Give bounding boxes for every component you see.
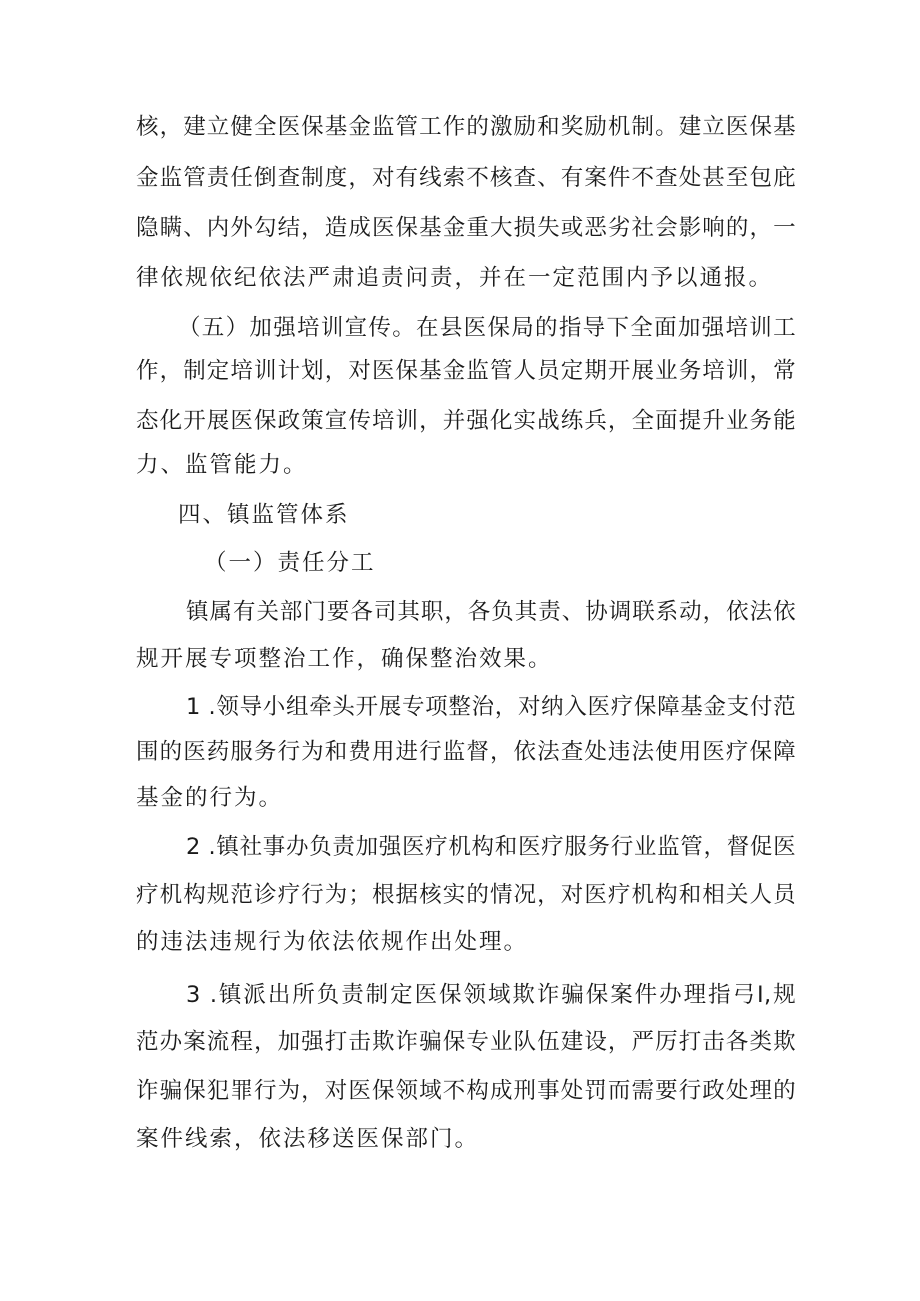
text-line: （五）加强培训宣传。在县医保局的指导下全面加强培训工 <box>178 315 796 341</box>
text-line: 2 .镇社事办负责加强医疗机构和医疗服务行业监管，督促医 <box>186 834 796 860</box>
text-line: 律依规依纪依法严肃追责问责，并在一定范围内予以通报。 <box>136 265 774 291</box>
text-line: 规开展专项整治工作，确保整治效果。 <box>136 646 553 672</box>
text-line: 基金的行为。 <box>136 785 284 811</box>
text-line: 案件线索，依法移送医保部门。 <box>136 1126 480 1152</box>
text-line: 疗机构规范诊疗行为；根据核实的情况，对医疗机构和相关人员 <box>136 882 796 908</box>
text-line: 3 .镇派出所负责制定医保领域欺诈骗保案件办理指弓I,规 <box>186 982 796 1008</box>
subsection-heading: （一）责任分工 <box>204 550 376 576</box>
text-line: 核，建立健全医保基金监管工作的激励和奖励机制。建立医保基 <box>136 114 796 140</box>
text-line: 态化开展医保政策宣传培训，并强化实战练兵，全面提升业务能 <box>136 408 796 434</box>
text-line: 隐瞒、内外勾结，造成医保基金重大损失或恶劣社会影响的，一 <box>136 215 796 241</box>
text-line: 1 .领导小组牵头开展专项整治，对纳入医疗保障基金支付范 <box>186 694 796 720</box>
text-line: 金监管责任倒查制度，对有线索不核查、有案件不查处甚至包庇 <box>136 165 796 191</box>
text-line: 力、监管能力。 <box>136 452 308 478</box>
section-heading: 四、镇监管体系 <box>178 502 350 528</box>
text-line: 围的医药服务行为和费用进行监督，依法查处违法使用医疗保障 <box>136 739 796 765</box>
text-line: 镇属有关部门要各司其职，各负其责、协调联系动，依法依 <box>186 599 796 625</box>
text-line: 的违法违规行为依法依规作出处理。 <box>136 929 529 955</box>
text-line: 作，制定培训计划，对医保基金监管人员定期开展业务培训，常 <box>136 358 796 384</box>
text-line: 诈骗保犯罪行为，对医保领域不构成刑事处罚而需要行政处理的 <box>136 1078 796 1104</box>
text-line: 范办案流程，加强打击欺诈骗保专业队伍建设，严厉打击各类欺 <box>136 1029 796 1055</box>
